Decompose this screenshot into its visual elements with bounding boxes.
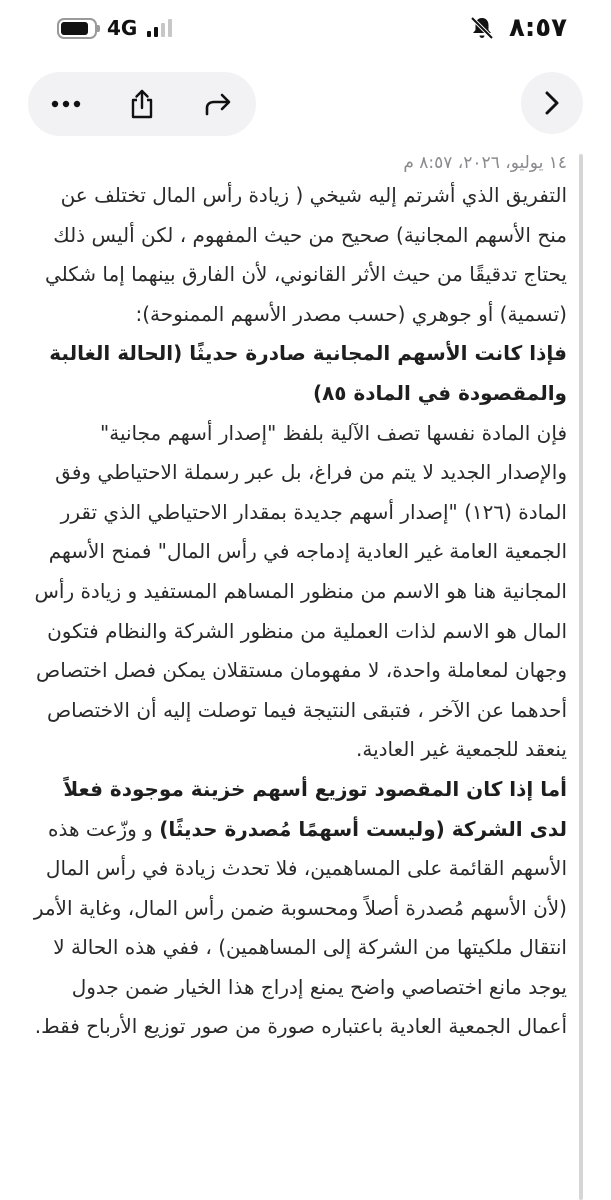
paragraph-mixed [30,770,567,1047]
status-time: ٨:٥٧ [508,13,567,43]
paragraph: فإن المادة نفسها تصف الآلية بلفظ "إصدار أسهم مجانية" والإصدار الجديد لا يتم من فراغ، بل عبر رسملة الاحتياطي وفق المادة (١٢٦) "إصدار أسهم جديدة بمقدار الاحتياطي الذي تقرر الجمعية العامة غير العادية إدماجه في رأس المال" فمنح الأسهم المجانية هنا هو الاسم من منظور المساهم المستفيد و زيادة رأس المال هو الاسم لذات العملية من منظور الشركة والنظام فتكون وجهان لمعاملة واحدة، لا مفهومان مستقلان يمكن فصل اختصاص أحدهما عن الآخر ، فتبقى النتيجة فيما توصلت إليه أن الاختصاص ينعقد للجمعية غير العادية. [34,420,567,762]
muted-bell-icon [469,15,495,41]
share-button[interactable] [114,76,170,132]
signal-bar [161,23,165,37]
message-body [30,176,583,1047]
signal-bar [168,19,172,37]
signal-bar [154,27,158,37]
status-indicators [57,16,172,40]
message-timestamp: ١٤ يوليو، ٢٠٢٦، ٨:٥٧ م [403,153,567,173]
battery-fill [61,22,88,35]
forward-icon [203,92,233,116]
battery-tip [97,25,100,32]
forward-button[interactable] [190,76,246,132]
close-viewer-button[interactable] [521,72,583,134]
quote-bar [579,154,583,1200]
network-type: 4G [107,16,138,40]
section-heading-inline: أما إذا كان المقصود توزيع أسهم خزينة موجودة فعلاً لدى الشركة (وليست أسهمًا مُصدرة حديثًا) [63,776,567,841]
signal-icon [147,19,172,37]
signal-bar [147,31,151,37]
message-content [30,150,583,1047]
status-bar [0,0,611,62]
action-pill [28,72,256,136]
section-heading: فإذا كانت الأسهم المجانية صادرة حديثًا (الحالة الغالبة والمقصودة في المادة ٨٥) [49,341,567,405]
status-time-area [469,13,567,43]
share-icon [129,89,155,119]
chevron-right-icon [545,91,559,115]
message-toolbar [0,72,611,138]
more-button[interactable] [38,76,94,132]
paragraph-continuation: و وزّعت هذه الأسهم القائمة على المساهمين، فلا تحدث زيادة في رأس المال (لأن الأسهم مُصدرة أصلاً ومحسوبة ضمن رأس المال، وغاية الأمر انتقال ملكيتها من الشركة إلى المساهمين) ، ففي هذه الحالة لا يوجد مانع اختصاصي واضح يمنع إدراج هذا الخيار ضمن جدول أعمال الجمعية العادية باعتباره صورة من صور توزيع الأرباح فقط. [33,816,567,1039]
more-icon [51,100,81,108]
paragraph: التفريق الذي أشرتم إليه شيخي ( زيادة رأس المال تختلف عن منح الأسهم المجانية) صحيح من حيث المفهوم ، لكن أليس ذلك يحتاج تدقيقًا من حيث الأثر القانوني، لأن الفارق بينهما إما شكلي (تسمية) أو جوهري (حسب مصدر الأسهم الممنوحة): [44,183,567,326]
battery-icon [57,18,97,39]
